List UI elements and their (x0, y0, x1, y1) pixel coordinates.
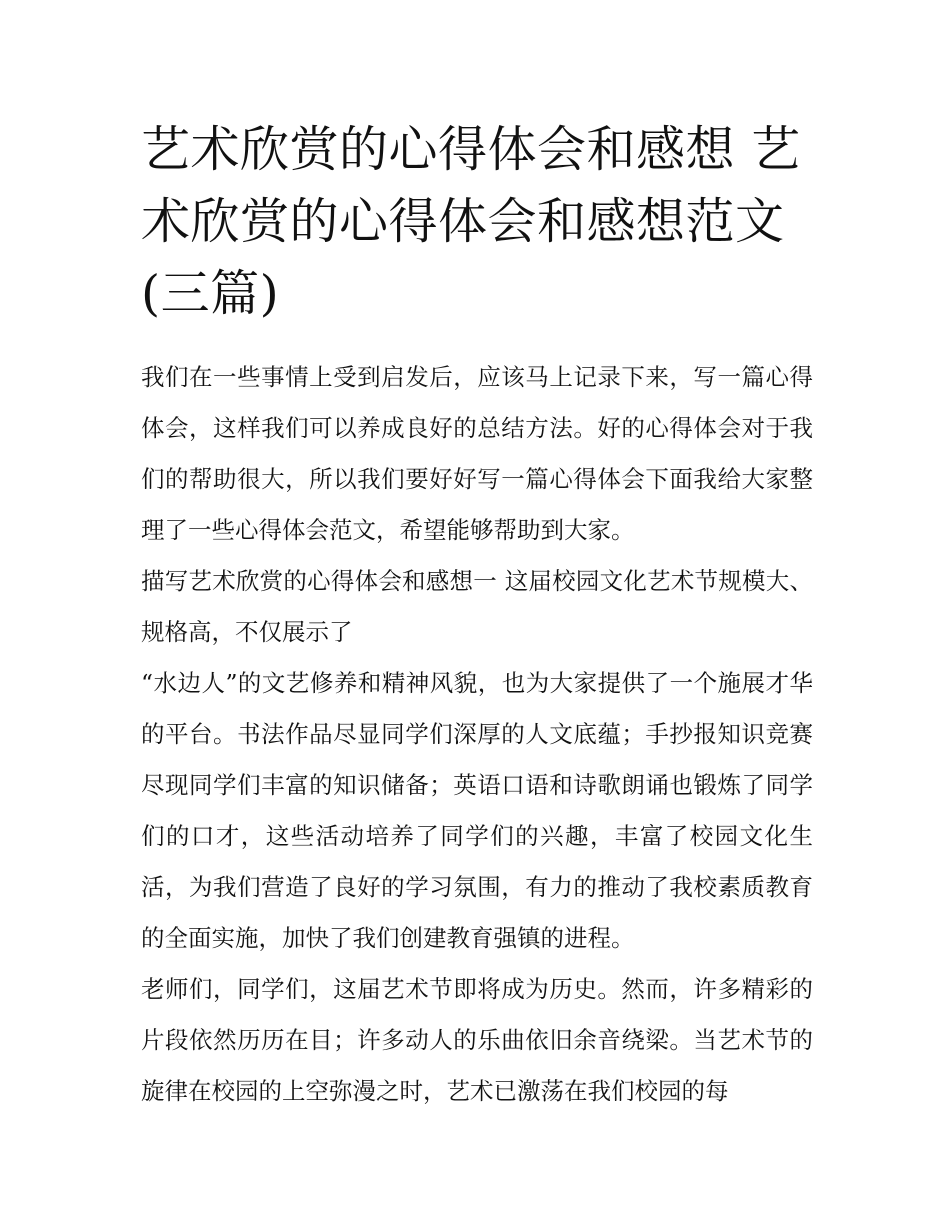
body-paragraph: 描写艺术欣赏的心得体会和感想一 这届校园文化艺术节规模大、规格高，不仅展示了 (141, 567, 813, 646)
document-page (141, 114, 813, 1117)
body-paragraph: 老师们，同学们，这届艺术节即将成为历史。然而，许多精彩的片段依然历历在目；许多动人的乐曲依旧余音绕梁。当艺术节的旋律在校园的上空弥漫之时，艺术已激荡在我们校园的每 (141, 975, 813, 1105)
body-paragraph: 我们在一些事情上受到启发后，应该马上记录下来，写一篇心得体会，这样我们可以养成良好的总结方法。好的心得体会对于我们的帮助很大，所以我们要好好写一篇心得体会下面我给大家整理了一些心得体会范文，希望能够帮助到大家。 (141, 363, 813, 544)
body-paragraph: “水边人”的文艺修养和精神风貌，也为大家提供了一个施展才华的平台。书法作品尽显同学们深厚的人文底蕴；手抄报知识竞赛尽现同学们丰富的知识储备；英语口语和诗歌朗诵也锻炼了同学们的口才，这些活动培养了同学们的兴趣，丰富了校园文化生活，为我们营造了良好的学习氛围，有力的推动了我校素质教育的全面实施，加快了我们创建教育强镇的进程。 (141, 669, 813, 952)
document-body (141, 352, 813, 1117)
document-title: 艺术欣赏的心得体会和感想 艺术欣赏的心得体会和感想范文(三篇) (141, 121, 801, 322)
